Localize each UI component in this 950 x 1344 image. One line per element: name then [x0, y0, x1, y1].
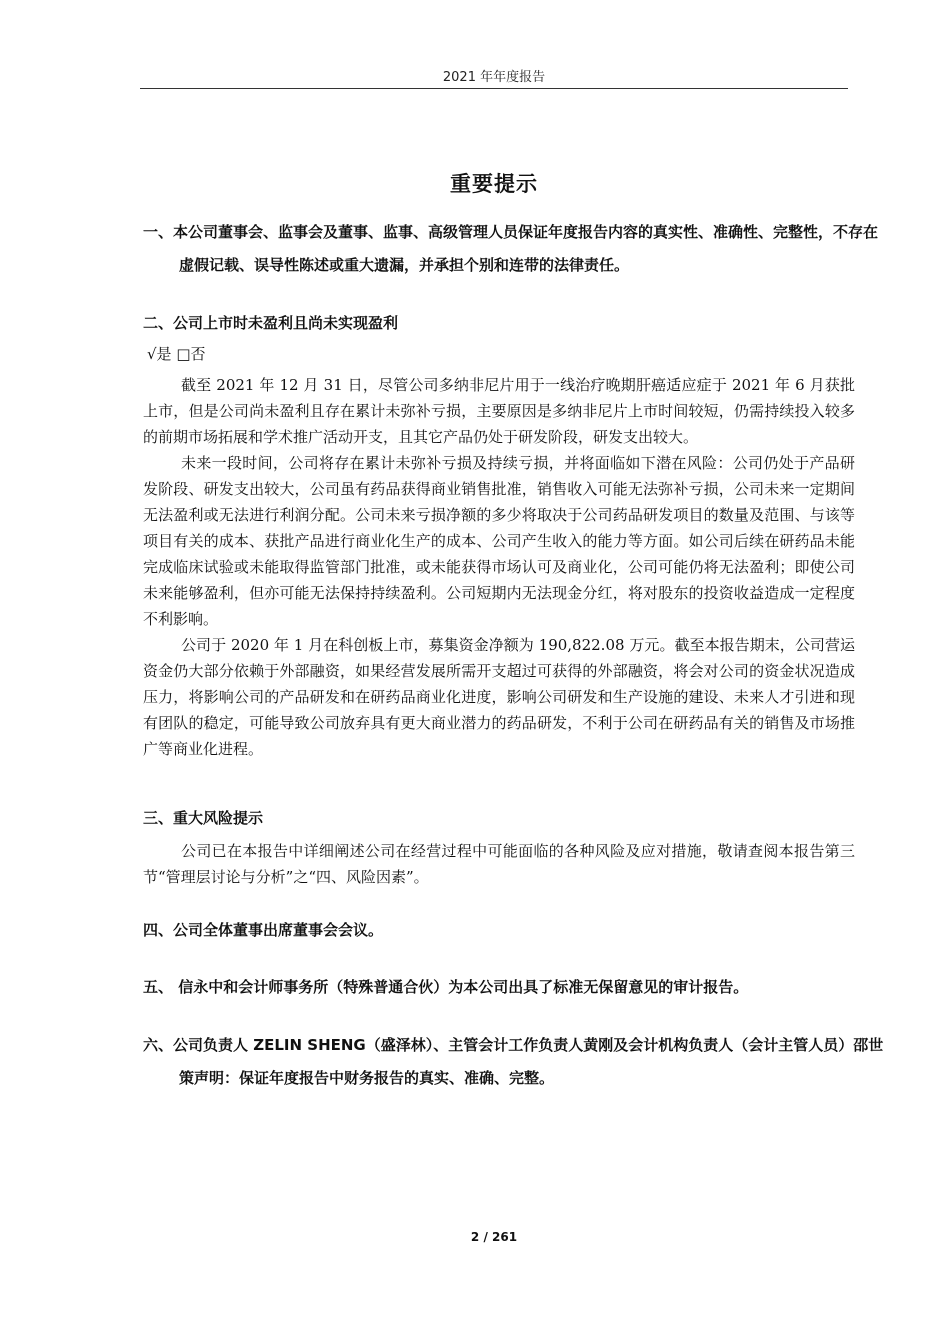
section-3-heading: 三、重大风险提示 — [143, 809, 264, 827]
section-2-checkbox-line: √是 □否 — [147, 345, 206, 363]
section-2-paragraph-3: 公司于 2020 年 1 月在科创板上市，募集资金净额为 190,822.08 万元。截至本报告期末，公司营运资金仍大部分依赖于外部融资，如果经营发展所需开支超过可获得的外部融资，将会对公司的资金状况造成压力，将影响公司的产品研发和在研药品商业化进度，影响公司研发和生产设施的建设、未来人才引进和现有团队的稳定，可能导致公司放弃具有更大商业潜力的药品研发，不利于公司在研药品有关的销售及市场推广等商业化进程。 — [143, 636, 855, 758]
section-2-heading: 二、公司上市时未盈利且尚未实现盈利 — [143, 314, 399, 332]
page-title: 重要提示 — [450, 172, 538, 196]
section-1: 一、本公司董事会、监事会及董事、监事、高级管理人员保证年度报告内容的真实性、准确性、完整性，不存在虚假记载、误导性陈述或重大遗漏，并承担个别和连带的法律责任。 — [143, 223, 879, 274]
section-2-body — [143, 372, 855, 762]
section-4: 四、公司全体董事出席董事会会议。 — [143, 921, 384, 939]
section-5: 五、 信永中和会计师事务所（特殊普通合伙）为本公司出具了标准无保留意见的审计报告。 — [143, 978, 749, 996]
section-6: 六、公司负责人 ZELIN SHENG（盛泽林）、主管会计工作负责人黄刚及会计机构负责人（会计主管人员）邵世策声明：保证年度报告中财务报告的真实、准确、完整。 — [143, 1036, 884, 1087]
section-2-paragraph-2: 未来一段时间，公司将存在累计未弥补亏损及持续亏损，并将面临如下潜在风险：公司仍处于产品研发阶段、研发支出较大，公司虽有药品获得商业销售批准，销售收入可能无法弥补亏损，公司未来一定期间无法盈利或无法进行利润分配。公司未来亏损净额的多少将取决于公司药品研发项目的数量及范围、与该等项目有关的成本、获批产品进行商业化生产的成本、公司产生收入的能力等方面。如公司后续在研药品未能完成临床试验或未能取得监管部门批准，或未能获得市场认可及商业化，公司可能仍将无法盈利；即使公司未来能够盈利，但亦可能无法保持持续盈利。公司短期内无法现金分红，将对股东的投资收益造成一定程度不利影响。 — [143, 454, 855, 628]
section-3-paragraph-1: 公司已在本报告中详细阐述公司在经营过程中可能面临的各种风险及应对措施，敬请查阅本报告第三节“管理层讨论与分析”之“四、风险因素”。 — [143, 842, 855, 886]
header-divider — [140, 88, 848, 89]
section-3-body — [143, 838, 855, 890]
section-2-paragraph-1: 截至 2021 年 12 月 31 日，尽管公司多纳非尼片用于一线治疗晚期肝癌适应症于 2021 年 6 月获批上市，但是公司尚未盈利且存在累计未弥补亏损，主要原因是多纳非尼片上市时间较短，仍需持续投入较多的前期市场拓展和学术推广活动开支，且其它产品仍处于研发阶段，研发支出较大。 — [143, 376, 855, 446]
page-number: 2 / 261 — [470, 1230, 518, 1244]
page-header: 2021 年年度报告 — [442, 70, 546, 85]
